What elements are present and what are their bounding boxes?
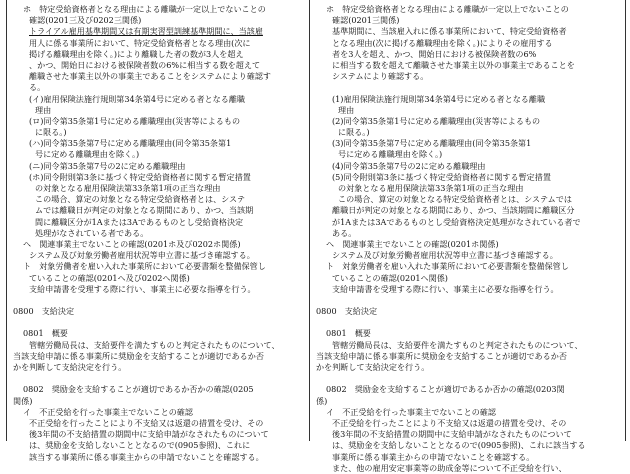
left-text-line: ヘ 関連事業主でないことの確認(0201ホ及び0202ホ関係)	[23, 238, 241, 249]
right-text-line	[316, 373, 619, 384]
right-text-line	[316, 317, 619, 328]
left-text-line: 0801 概要	[23, 328, 68, 339]
right-text-line: 基準期間に、当該雇入れに係る事業所において、特定受給資格者	[332, 26, 567, 37]
left-text-line: 関係)	[13, 395, 33, 406]
left-text-line: 管轄労働局長は、支給要件を満たすものと判定されたものについて、	[29, 339, 280, 350]
left-text-line: ホ 特定受給資格者となる理由による離職が一定以上でないことの	[23, 4, 266, 14]
left-text-line: 0802 奨励金を支給することが適切であるか否かの確認(0205	[23, 384, 254, 395]
left-text-line: に限る。)	[35, 127, 67, 138]
right-text-line: 0801 概要	[326, 328, 371, 339]
revised-column	[6, 0, 310, 462]
left-text-line: 後3年間の不支給措置の期間中に支給申請がなされたものについて	[29, 429, 269, 440]
right-text-line: 当該支給申請に係る事業所に奨励金を支給することが適切であるか否	[316, 350, 567, 361]
right-text-line: また、他の雇用安定事業等の助成金等について不正受給を行い、	[332, 462, 567, 473]
right-text-line: (4)同令第35条第7号の2に定める離職理由	[332, 160, 486, 171]
left-text-line: この場合、算定の対象となる特定受給資格者とは、システ	[35, 194, 246, 205]
left-text-line: の対象となる雇用保険法第33条第1項の正当な理由	[35, 183, 221, 193]
left-text-line: (ロ)同令第35条第1号に定める離職理由(災害等によるもの	[29, 115, 241, 126]
left-text-line: トライアル雇用基準期間又は有期実習型訓練基準期間に、当該雇	[29, 26, 263, 37]
right-text-line: に限る。)	[338, 127, 370, 138]
right-text-line: かを判断して支給決定を行う。	[316, 362, 430, 372]
left-text-line: 処理がなされている者である。	[35, 227, 149, 238]
left-text-line	[13, 317, 303, 328]
left-text-line: ト 対象労働者を雇い入れた事業所において必要書類を整備保管し	[23, 261, 266, 272]
left-text-line: (イ)雇用保険法施行規則第34条第4号に定める者となる離職	[29, 93, 246, 104]
left-text-line: 理由	[35, 104, 52, 115]
right-text-line: 管轄労働局長は、支給要件を満たすものと判定されたものについて、	[332, 339, 583, 350]
right-text-line: ある。	[332, 227, 357, 238]
right-text-line: この場合、算定の対象となる特定受給資格者とは、システムでは	[338, 194, 572, 205]
right-text-line: (2)同令第35条第1号に定める離職理由(災害等によるもの	[332, 115, 541, 126]
left-text-line	[13, 295, 303, 306]
left-text-line: る。	[29, 82, 46, 93]
right-text-line: (5)同令附則第3条に基づく特定受給資格者に関する暫定措置	[332, 171, 551, 182]
right-text-line: 後3年間の不支給措置の期間中に支給申請がなされたものについて	[332, 429, 572, 440]
right-text-line: 0802 奨励金を支給することが適切であるか否かの確認(0203関	[326, 384, 565, 395]
right-text-line: 事業所に係る事業主からの申請でないことを確認する。	[332, 451, 535, 462]
right-text-line: 離職日が判定の対象となる期間にあり、かつ、当該期間に離職区分	[332, 205, 575, 216]
left-text-line: 該当する事業所に係る事業主からの申請でないことを確認する。	[29, 451, 264, 462]
left-text-line: 、かつ、開始日における被保険者数の6%に相当する数を超えて	[29, 59, 261, 70]
right-text-line: ト 対象労働者を雇い入れた事業所において必要書類を整備保管し	[326, 261, 569, 272]
right-text-line: 理由	[338, 104, 355, 115]
right-text-line: 支給申請書を受理する際に行い、事業主に必要な指導を行う。	[332, 283, 559, 294]
right-text-line: (3)同令第35条第7号に定める離職理由(同令第35条第1	[332, 138, 532, 149]
right-text-line: の対象となる雇用保険法第33条第1項の正当な理由	[338, 183, 524, 193]
right-text-line: システムにより確認する。	[332, 71, 429, 82]
left-text-line: は、奨励金を支給しないこととなるので(0905参照)、これに	[29, 440, 251, 451]
left-text-line: イ 不正受給を行った事業主でないことの確認	[23, 406, 193, 417]
left-text-line: 掲げる離職理由を除く。)により離職した者の数が3人を超え	[29, 48, 244, 59]
left-text-line: 当該支給申請に係る事業所に奨励金を支給することが適切であるか否	[13, 350, 264, 361]
right-text-line: 0800 支給決定	[316, 306, 378, 317]
right-text-line: 係)	[316, 395, 328, 406]
right-text-line: 確認(0201三関係)	[332, 15, 400, 26]
right-text-line: 者を3人を超え、かつ、開始日における被保険者数の6%	[332, 48, 537, 59]
right-text-line: に相当する数を超えて離職させた事業主以外の事業主であることを	[332, 59, 575, 70]
right-text-line: 号に定める離職理由を除く。)	[338, 149, 443, 160]
left-text-line: 号に定める離職理由を除く。)	[35, 149, 140, 160]
right-text-line	[316, 82, 619, 93]
left-text-line: ムでは離職日が判定の対象となる期間にあり、かつ、当該期	[35, 205, 254, 216]
right-text-line: ヘ 関連事業主でないことの確認(0201ホ関係)	[326, 238, 499, 249]
left-text-line: (ハ)同令第35条第7号に定める離職理由(同令第35条第1	[29, 138, 232, 149]
right-text-line: が1Aまたは3Aであるものとし受給資格決定処理がなされている者で	[332, 216, 581, 227]
right-text-line: は、奨励金を支給しないこととなるので(0905参照)、これに該当する	[332, 440, 586, 451]
left-text-line: ていることの確認(0201ヘ及び0202ヘ関係)	[29, 272, 190, 283]
right-text-line: となる理由(次に掲げる離職理由を除く。)によりその雇用する	[332, 37, 553, 48]
right-text-line: ていることの確認(0201ヘ関係)	[332, 272, 448, 283]
left-text-line: 支給申請書を受理する際に行い、事業主に必要な指導を行う。	[29, 283, 256, 294]
right-text-line	[316, 295, 619, 306]
right-text-line: イ 不正受給を行った事業主でないことの確認	[326, 406, 496, 417]
left-text-line: かを判断して支給決定を行う。	[13, 362, 127, 372]
left-text-line: 用人に係る事業所において、特定受給資格者となる理由(次に	[29, 37, 251, 48]
right-text-line: システム及び対象労働者雇用状況等申立書に基づき確認する。	[332, 250, 558, 261]
right-text-line: ホ 特定受給資格者となる理由による離職が一定以上でないことの	[326, 4, 569, 14]
left-text-line: システム及び対象労働者雇用状況等申立書に基づき確認する。	[29, 250, 255, 261]
left-text-line: 不正受給を行ったことにより不支給又は返還の措置を受け、その	[29, 417, 264, 428]
left-text-line: (ニ)同令第35条第7号の2に定める離職理由	[29, 160, 186, 171]
right-text-line: (1)雇用保険法施行規則第34条第4号に定める者となる離職	[332, 93, 546, 104]
left-text-line: (ホ)同令附則第3条に基づく特定受給資格者に関する暫定措置	[29, 171, 251, 182]
left-text-line: 間に離職区分が1Aまたは3Aであるものとし受給資格決定	[35, 216, 244, 227]
current-column	[310, 0, 626, 473]
left-text-line	[13, 373, 303, 384]
left-text-line: 0800 支給決定	[13, 306, 75, 317]
right-text-line: 不正受給を行ったことにより不支給又は返還の措置を受け、その	[332, 417, 567, 428]
left-text-line: 離職させた事業主以外の事業主であることをシステムにより確認す	[29, 71, 272, 82]
left-text-line: 確認(0201三及び0202三関係)	[29, 15, 142, 26]
